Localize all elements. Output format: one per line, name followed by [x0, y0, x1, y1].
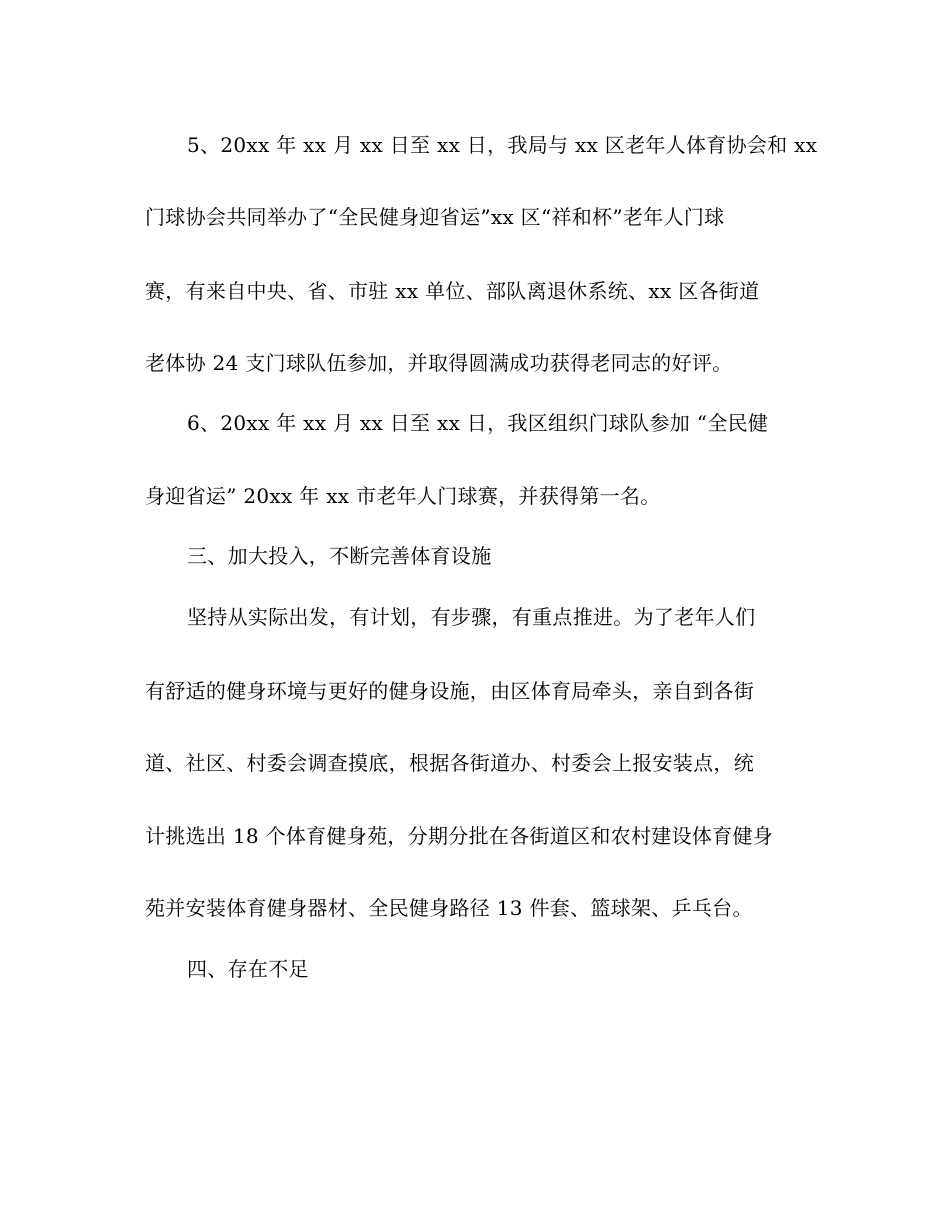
paragraph-facilities-line-3: 道、社区、村委会调查摸底，根据各街道办、村委会上报安装点，统: [145, 751, 754, 775]
paragraph-5-line-4: 老体协 24 支门球队伍参加，并取得圆满成功获得老同志的好评。: [145, 351, 733, 375]
section-heading-3: 三、加大投入，不断完善体育设施: [187, 544, 492, 568]
section-heading-4: 四、存在不足: [187, 957, 309, 981]
paragraph-facilities-line-1: 坚持从实际出发，有计划，有步骤，有重点推进。为了老年人们: [187, 605, 756, 629]
paragraph-6-line-2: 身迎省运” 20xx 年 xx 市老年人门球赛，并获得第一名。: [145, 484, 661, 508]
paragraph-5-line-3: 赛，有来自中央、省、市驻 xx 单位、部队离退休系统、xx 区各街道: [145, 279, 760, 303]
paragraph-5-line-1: 5、20xx 年 xx 月 xx 日至 xx 日，我局与 xx 区老年人体育协会和 xx: [187, 133, 818, 157]
paragraph-6-line-1: 6、20xx 年 xx 月 xx 日至 xx 日，我区组织门球队参加 “全民健: [187, 411, 769, 435]
paragraph-5-line-2: 门球协会共同举办了“全民健身迎省运”xx 区“祥和杯”老年人门球: [145, 205, 725, 229]
paragraph-facilities-line-5: 苑并安装体育健身器材、全民健身路径 13 件套、篮球架、乒乓台。: [145, 896, 753, 920]
paragraph-facilities-line-4: 计挑选出 18 个体育健身苑，分期分批在各街道区和农村建设体育健身: [145, 824, 774, 848]
paragraph-facilities-line-2: 有舒适的健身环境与更好的健身设施，由区体育局牵头，亲自到各街: [145, 679, 754, 703]
